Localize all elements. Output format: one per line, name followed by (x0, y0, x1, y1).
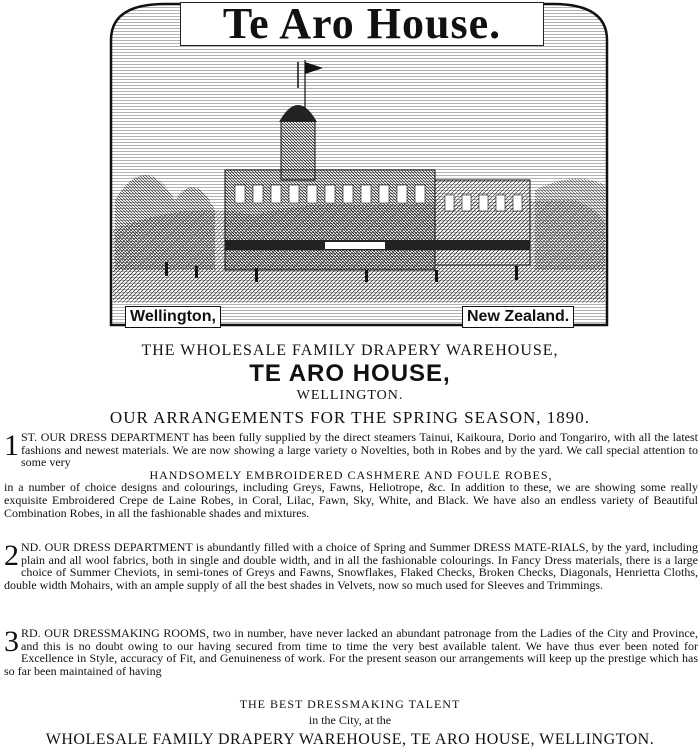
caption-right: New Zealand. (462, 306, 574, 328)
section-dress-department-2 (4, 541, 698, 591)
engraving-title: Te Aro House. (180, 2, 544, 46)
closing-best-talent: THE BEST DRESSMAKING TALENT (239, 697, 461, 711)
section-3-text: two in number, have never lacked an abundant patronage from the Ladies of the City and Province, and this is no doubt owing to our having secured from time to time the very best available talent. We have thus ever been noted for Excellence in Style, accuracy of Fit, and Genuineness of work. For the present season our arrangements will keep up the prestige which has so far been maintained of having (4, 626, 699, 678)
section-1-text-a: has been fully supplied by the direct steamers Tainui, Kaikoura, Dorio and Tongariro, with all the latest fashions and newest materials. We are now showing a large variety o Novelties, both in Robes and by the yard. We call special attention to some very (21, 430, 698, 470)
engraving-illustration (105, 0, 613, 330)
section-1-lead: ST. OUR DRESS DEPARTMENT (21, 430, 190, 444)
section-dress-department-1 (4, 431, 698, 519)
section-1-text-b: in a number of choice designs and colourings, including Greys, Fawns, Heliotrope, &c. In addition to these, we are showing some really exquisite Embroidered Crepe de Laine Robes, in Coral, Lilac, Fawn, Sky, White, and Black. We have also an endless variety of Beautiful Combination Robes, in all the fashionable shades and mixtures. (4, 480, 698, 520)
dropcap-2: 2 (4, 539, 19, 572)
header-wellington: WELLINGTON. (296, 388, 404, 403)
section-3-lead: RD. OUR DRESSMAKING ROOMS, (21, 626, 210, 640)
section-2-text: is abundantly filled with a choice of Spring and Summer DRESS MATE-RIALS, by the yard, including plain and all wool fabrics, both in single and double width, and in all the fashionable colourings. In Fancy Dress materials, there is a large choice of Summer Cheviots, in semi-tones of Greys and Fawns, Snowflakes, Flaked Checks, Broken Checks, Diagonals, Henrietta Cloths, double width Mohairs, with an ample supply of all the best shades in Velvets, now so much used for Sleeves and Trimmings. (4, 540, 699, 592)
header-te-aro-house: TE ARO HOUSE, (249, 360, 451, 387)
dropcap-1: 1 (4, 429, 19, 462)
building-engraving (105, 0, 613, 330)
header-arrangements: OUR ARRANGEMENTS FOR THE SPRING SEASON, 1890. (109, 408, 591, 427)
section-dressmaking-rooms (4, 627, 698, 677)
dropcap-3: 3 (4, 625, 19, 658)
caption-left: Wellington, (125, 306, 221, 328)
section-2-lead: ND. OUR DRESS DEPARTMENT (21, 540, 193, 554)
section-1-display-line: HANDSOMELY EMBROIDERED CASHMERE AND FOULE ROBES, (149, 467, 553, 482)
footer-line: WHOLESALE FAMILY DRAPERY WAREHOUSE, TE ARO HOUSE, WELLINGTON. (45, 731, 655, 748)
header-wholesale: THE WHOLESALE FAMILY DRAPERY WAREHOUSE, (141, 342, 559, 359)
closing-in-the-city: in the City, at the (308, 713, 392, 727)
